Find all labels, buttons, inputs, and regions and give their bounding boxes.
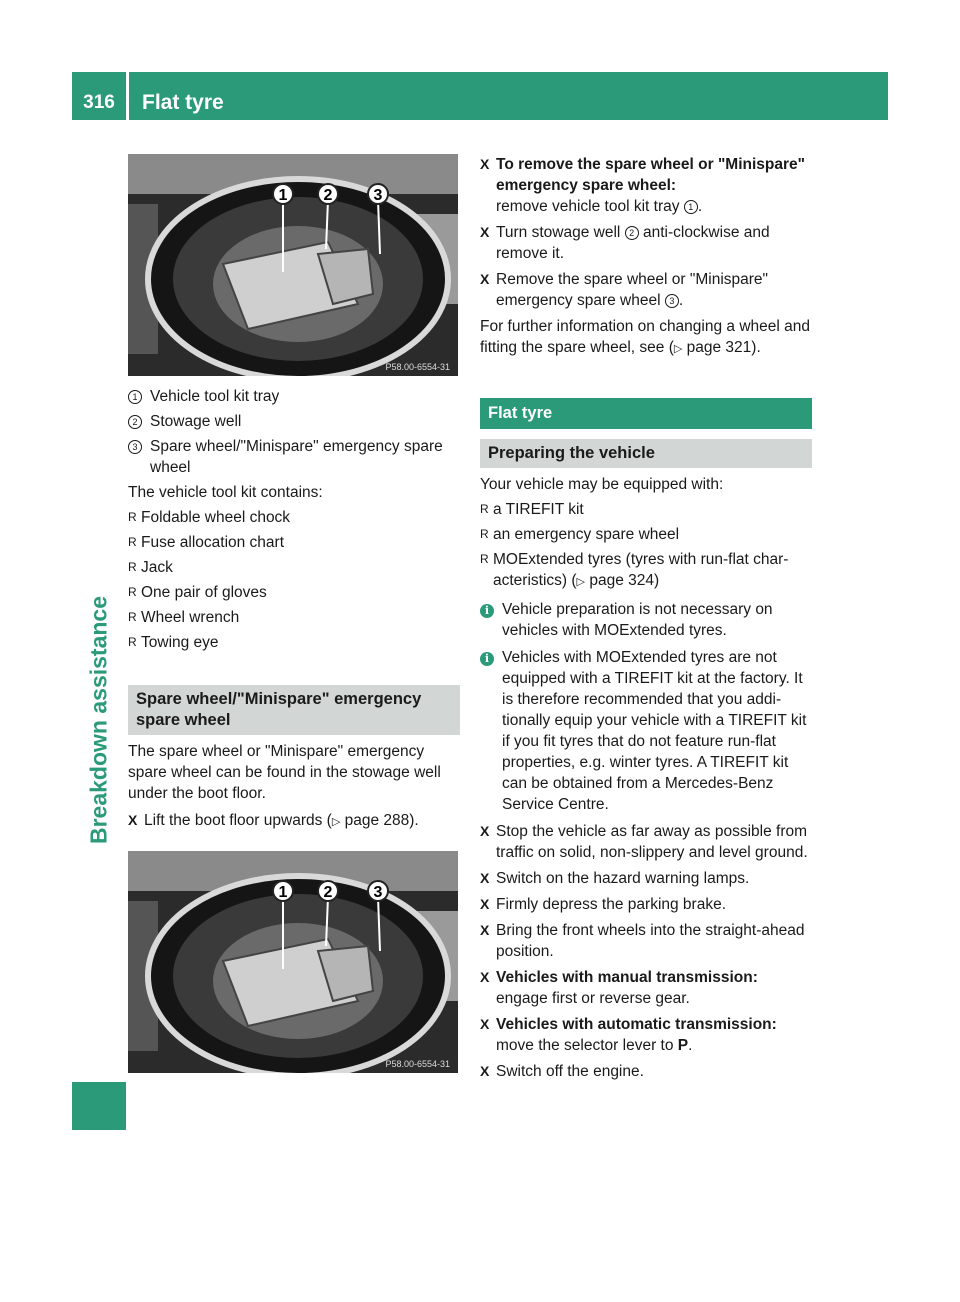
step-stop-vehicle: X Stop the vehicle as far away as possible from traffic on solid, non-slippery and level ground. [480,823,808,861]
spare-wheel-photo-1 [128,154,458,376]
info-note-1: i Vehicle preparation is not necessary on vehicles with MOExtended tyres. [480,599,812,641]
left-column [128,154,460,1073]
callout-2: 2 [323,187,333,204]
step-remove-tool-kit: X To remove the spare wheel or "Minispare" emergency spare wheel: remove vehicle tool kit tray 1 . [480,156,806,215]
list-item: R Wheel wrench [128,609,240,626]
legend-item-3: 3 Spare wheel/"Minispare" emergency spare wheel [128,436,460,478]
step-front-wheels: X Bring the front wheels into the straight-ahead position. [480,922,805,960]
step-lift-boot-floor: X Lift the boot floor upwards (▷ page 288). [128,812,419,829]
list-item: R Jack [128,559,173,576]
callout-1: 1 [278,187,288,204]
page-ref-icon: ▷ [331,816,341,828]
toolkit-intro: The vehicle tool kit contains: [128,484,323,501]
side-tab-label: Breakdown assistance [85,595,112,845]
subheading-preparing-vehicle: Preparing the vehicle [480,439,812,468]
page-number: 316 [83,92,115,113]
info-icon: i [480,604,494,618]
page-ref-icon: ▷ [673,343,683,355]
header-separator [126,72,129,120]
step-turn-stowage-well: X Turn stowage well 2 anti-clockwise and remove it. [480,224,770,262]
info-icon: i [480,652,494,666]
step-remove-spare-wheel: X Remove the spare wheel or "Minispare" emergency spare wheel 3 . [480,271,769,309]
list-item: R an emergency spare wheel [480,526,680,543]
info-note-2: i Vehicles with MOExtended tyres are not equipped with a TIREFIT kit at the factory. It is therefore recommended that you addi-tionally equip your vehicle with a TIREFIT kit if you fit tyres that do not feature run-flat properties, e.g. winter tyres. A TIREFIT kit can be obtained from a Mercedes-Benz Service Centre. [480,647,812,815]
legend-item-2: 2 Stowage well [128,411,460,432]
page-ref-icon: ▷ [576,576,586,588]
page-ref-link[interactable]: page 321). [686,339,761,356]
page-ref-link[interactable]: page 288). [344,812,419,829]
legend-item-1: 1 Vehicle tool kit tray [128,386,460,407]
step-switch-off-engine: X Switch off the engine. [480,1063,644,1080]
step-automatic-transmission: X Vehicles with automatic transmission: move the selector lever to P. [480,1016,777,1054]
list-item: R MOExtended tyres (tyres with run-flat char-acteristics) (▷ page 324) [480,551,789,589]
callout-3: 3 [373,187,383,204]
list-item: R One pair of gloves [128,584,267,601]
photo-code: P58.00-6554-31 [385,362,450,372]
step-hazard-lamps: X Switch on the hazard warning lamps. [480,870,750,887]
photo-code: P58.00-6554-31 [385,1059,450,1069]
page-title: Flat tyre [142,91,224,114]
list-item: R Foldable wheel chock [128,509,291,526]
list-item: R Towing eye [128,634,219,651]
further-info: For further information on changing a wheel and fitting the spare wheel, see (▷ page 321). [480,318,811,356]
step-parking-brake: X Firmly depress the parking brake. [480,896,727,913]
section-heading-flat-tyre: Flat tyre [480,398,812,429]
list-item: R Fuse allocation chart [128,534,285,551]
section-heading-spare-wheel: Spare wheel/"Minispare" emergency spare wheel [128,685,460,735]
spare-wheel-body: The spare wheel or "Minispare" emergency spare wheel can be found in the stowage well under the boot floor. [128,743,441,802]
list-item: R a TIREFIT kit [480,501,584,518]
page-ref-link[interactable]: page 324) [589,572,660,589]
step-manual-transmission: X Vehicles with manual transmission: engage first or reverse gear. [480,969,758,1007]
callout-3: 3 [373,884,383,901]
side-tab-marker [72,1082,126,1130]
spare-wheel-photo-2 [128,851,458,1073]
callout-1: 1 [278,884,288,901]
callout-2: 2 [323,884,333,901]
right-column [480,154,812,1082]
equipment-intro: Your vehicle may be equipped with: [480,476,724,493]
